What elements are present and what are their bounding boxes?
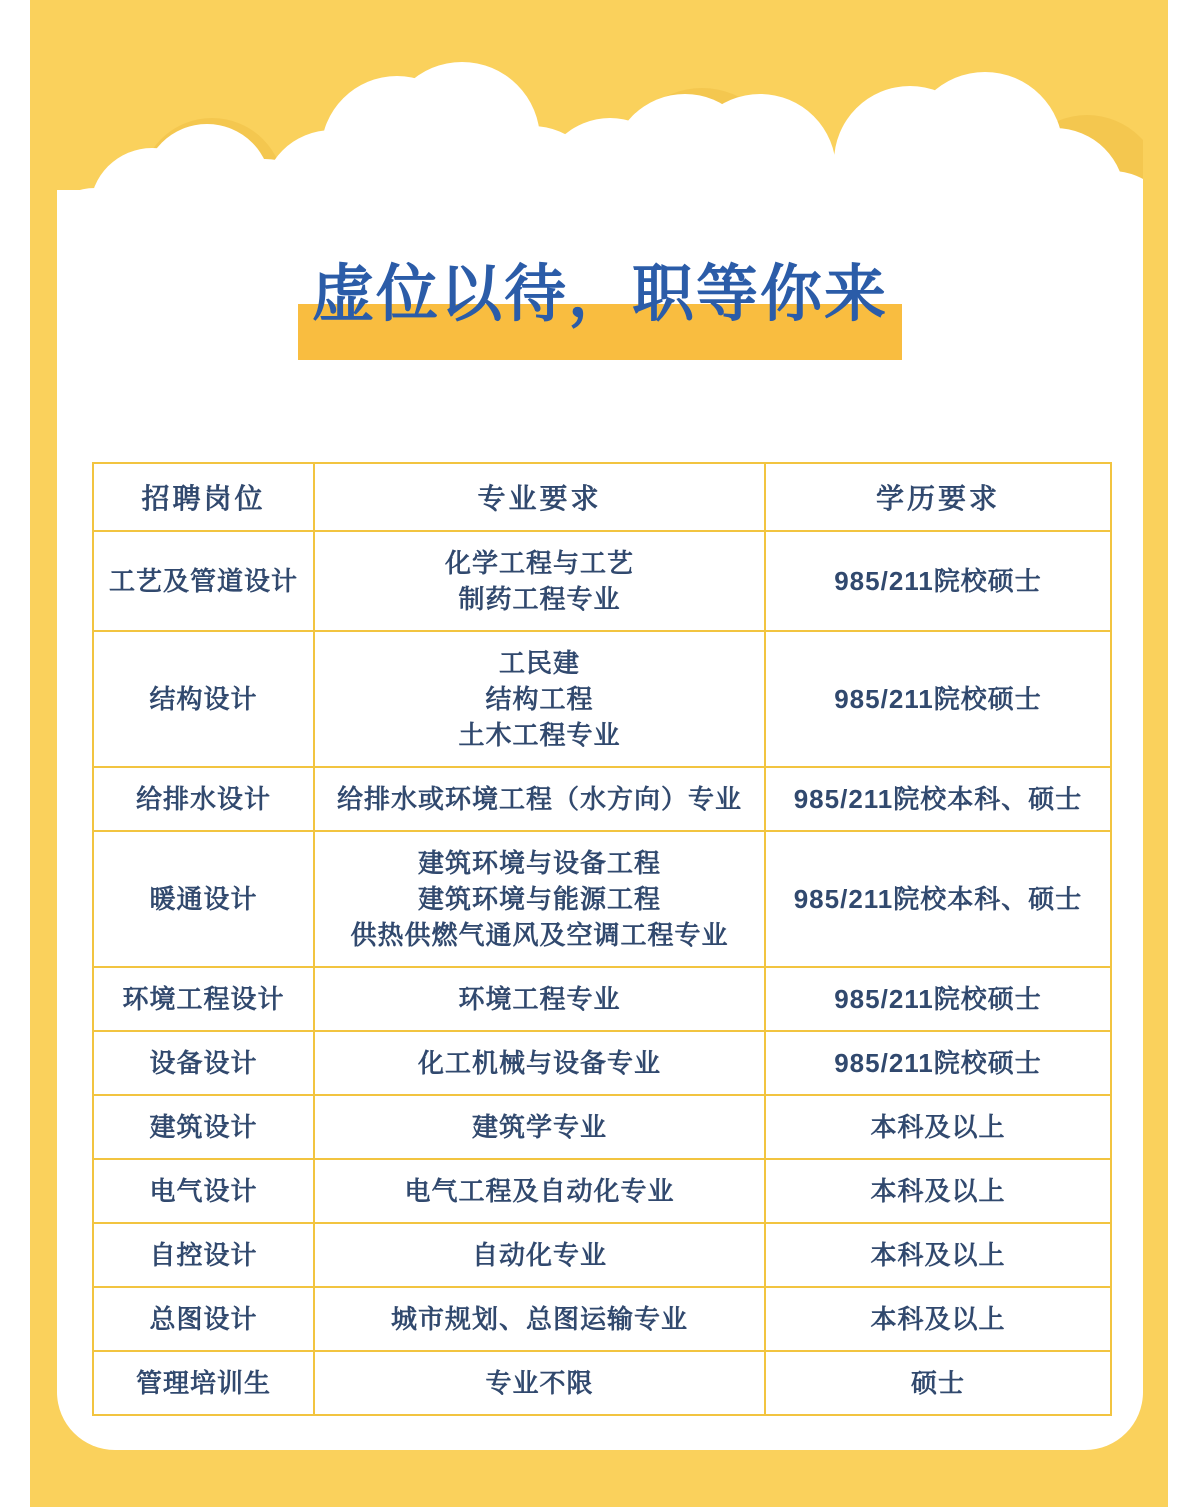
table-row <box>93 967 1111 1031</box>
major-line: 电气工程及自动化专业 <box>404 1176 675 1206</box>
majors-cell <box>314 767 765 831</box>
education-cell: 本科及以上 <box>765 1095 1111 1159</box>
education-cell: 985/211院校硕士 <box>765 631 1111 767</box>
column-header-majors: 专业要求 <box>314 463 765 531</box>
education-cell: 本科及以上 <box>765 1287 1111 1351</box>
major-line: 结构工程 <box>485 684 594 714</box>
education-cell: 本科及以上 <box>765 1159 1111 1223</box>
education-cell: 985/211院校硕士 <box>765 531 1111 631</box>
major-line: 给排水或环境工程（水方向）专业 <box>336 784 742 814</box>
major-line: 化工机械与设备专业 <box>417 1048 661 1078</box>
title-wrap <box>298 262 902 327</box>
majors-cell <box>314 1223 765 1287</box>
majors-cell <box>314 967 765 1031</box>
table-row <box>93 1031 1111 1095</box>
education-cell: 本科及以上 <box>765 1223 1111 1287</box>
majors-cell <box>314 1159 765 1223</box>
table-row <box>93 531 1111 631</box>
majors-cell <box>314 531 765 631</box>
page-title: 虚位以待，职等你来 <box>311 260 888 329</box>
column-header-education: 学历要求 <box>765 463 1111 531</box>
table-row <box>93 1159 1111 1223</box>
recruitment-table <box>92 462 1112 1416</box>
table-body <box>93 531 1111 1415</box>
major-line: 城市规划、总图运输专业 <box>390 1304 688 1334</box>
major-line: 环境工程专业 <box>458 984 621 1014</box>
table-row <box>93 1351 1111 1415</box>
major-line: 建筑环境与设备工程 <box>417 848 661 878</box>
major-line: 土木工程专业 <box>458 720 621 750</box>
majors-cell <box>314 1031 765 1095</box>
majors-cell <box>314 1351 765 1415</box>
majors-cell <box>314 631 765 767</box>
major-line: 供热供燃气通风及空调工程专业 <box>350 920 729 950</box>
table-row <box>93 1095 1111 1159</box>
majors-cell <box>314 1287 765 1351</box>
education-cell: 硕士 <box>765 1351 1111 1415</box>
table-row <box>93 831 1111 967</box>
cloud-white-bumps <box>57 62 1143 232</box>
education-cell: 985/211院校本科、硕士 <box>765 831 1111 967</box>
table-row <box>93 631 1111 767</box>
major-line: 工民建 <box>498 648 580 678</box>
major-line: 建筑学专业 <box>471 1112 607 1142</box>
education-cell: 985/211院校硕士 <box>765 967 1111 1031</box>
position-cell: 环境工程设计 <box>93 967 314 1031</box>
position-cell: 给排水设计 <box>93 767 314 831</box>
position-cell: 建筑设计 <box>93 1095 314 1159</box>
major-line: 专业不限 <box>485 1368 594 1398</box>
position-cell: 工艺及管道设计 <box>93 531 314 631</box>
position-cell: 管理培训生 <box>93 1351 314 1415</box>
position-cell: 电气设计 <box>93 1159 314 1223</box>
major-line: 自动化专业 <box>471 1240 607 1270</box>
column-header-position: 招聘岗位 <box>93 463 314 531</box>
education-cell: 985/211院校硕士 <box>765 1031 1111 1095</box>
major-line: 化学工程与工艺 <box>444 548 634 578</box>
major-line: 建筑环境与能源工程 <box>417 884 661 914</box>
position-cell: 设备设计 <box>93 1031 314 1095</box>
majors-cell <box>314 1095 765 1159</box>
table-header-row <box>93 463 1111 531</box>
table-row <box>93 1223 1111 1287</box>
cloud-decoration <box>57 40 1143 232</box>
education-cell: 985/211院校本科、硕士 <box>765 767 1111 831</box>
position-cell: 自控设计 <box>93 1223 314 1287</box>
table-row <box>93 1287 1111 1351</box>
position-cell: 总图设计 <box>93 1287 314 1351</box>
majors-cell <box>314 831 765 967</box>
major-line: 制药工程专业 <box>458 584 621 614</box>
position-cell: 结构设计 <box>93 631 314 767</box>
title-section <box>0 262 1200 327</box>
position-cell: 暖通设计 <box>93 831 314 967</box>
table-row <box>93 767 1111 831</box>
